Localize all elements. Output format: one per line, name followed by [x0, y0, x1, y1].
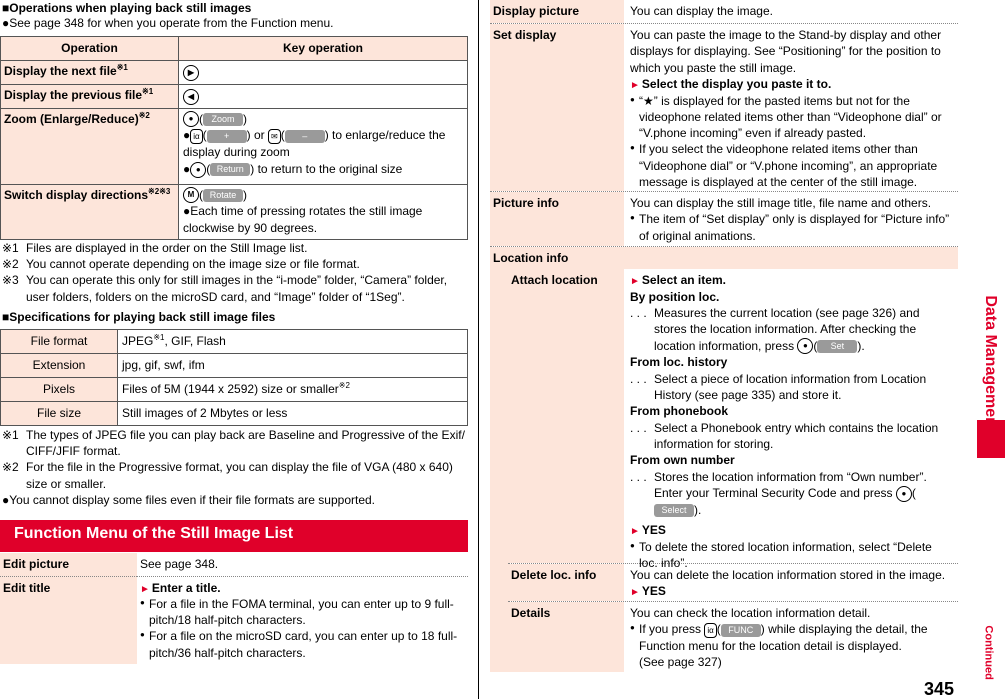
- function-menu-banner: [0, 518, 468, 552]
- section-heading-specs: ■Specifications for playing back still image files: [2, 310, 276, 324]
- op-row-rotate: Switch display directions$^{※2※3}$: [1, 184, 179, 239]
- operations-footnotes: ※1 Files are displayed in the order on the Still Image list. ※2 You cannot operate depending on the image size or file format. ※3 You can operate this only for still images in the “i-mode” folder, “Camera” folder, user folders, folders on the microSD card, and “Image” folder of “1Seg”.: [2, 241, 448, 304]
- plus-softkey: +: [207, 130, 247, 143]
- op-row-prev: Display the previous file$^{※1}$: [1, 84, 179, 108]
- i-alpha-key-icon: iα: [704, 623, 716, 638]
- side-tab-title: Data Management: [981, 295, 999, 433]
- rotate-softkey: Rotate: [203, 189, 243, 202]
- key-col-header: Key operation: [179, 37, 468, 61]
- section-heading-operations: ■Operations when playing back still images: [2, 1, 252, 15]
- zoom-softkey: Zoom: [203, 113, 243, 126]
- center-key-icon: ●: [797, 338, 813, 354]
- spec-footnotes: ※1 The types of JPEG file you can play back are Baseline and Progressive of the Exif/ CIFF/JFIF format. ※2 For the file in the Progressive format, you can display the file of VGA (480 x 640) size or smaller. ●You cannot display some files even if their file formats are supported.: [2, 428, 465, 507]
- continued-label: Continued: [982, 625, 995, 680]
- page-number: 345: [924, 679, 955, 699]
- func-softkey: FUNC: [721, 624, 761, 637]
- return-softkey: Return: [210, 163, 250, 176]
- operations-note: ●See page 348 for when you operate from the Function menu.: [2, 16, 334, 30]
- spec-table: File format JPEG$^{※1}$, GIF, Flash Extension jpg, gif, swf, ifm Pixels Files of 5M (1944 x 2592) size or smaller$^{※2}$ File size Still images of 2 Mbytes or less: [0, 329, 468, 426]
- set-softkey: Set: [817, 340, 857, 353]
- op-col-header: Operation: [1, 37, 179, 61]
- select-softkey: Select: [654, 504, 694, 517]
- nav-right-key-icon: ▶: [183, 65, 199, 81]
- operations-table: Operation Key operation Display the next file$^{※1}$ ▶ Display the previous file$^{※1}$ ◀ Zoom (Enlarge/Reduce)$^{※2}$ ● ( Zoom ) ● iα ( + ) or ✉ ( – ) to enlarge/reduce the display during zoom ● ● ( Return ) to return to the original size Switch display directions$^{※2※3}$ M ( Rotate ) ●Each time of pressing rotates the still image clockwise by 90 degrees.: [0, 36, 468, 240]
- function-menu-table-continued: Display picture You can display the image. Set display You can paste the image to the Stand-by display and other displays for displaying. See “Positioning” for the position to which you paste the still image. ► Select the display you paste it to. ● “★” is displayed for the pasted items but not for the videophone related items other than “Videophone dial” or “V.phone incoming” even if already pasted. ● If you select the videophone related items other than “Videophone dial” or “V.phone incoming”, an appropriate message is displayed at the center of the still image. Picture info You can display the still image title, file name and others. ● The item of “Set display” only is displayed for “Picture info” of original animations. Location info Attach location ► Select an item. By position loc. . . . Measures the current location (see page 326) and stores the location information. After checking the location information, press ● ( Set ). From loc. history . . . Select a piece of location information from Location History (see page 335) and store it. From phonebook . . . Select a Phonebook entry which contains the location information for storing. From own number . . . Stores the location information from “Own number”. Enter your Terminal Security Code and press ● (Select ). ► YES ● To delete the stored location information, select “Delete loc. info”. Delete loc. info You can delete the location information stored in the image. ► YES Details You can check the location information detail. ● If you press iα ( FUNC ) while displaying the detail, the Function menu for the location detail is displayed. (See page 327): [490, 0, 958, 672]
- i-alpha-key-icon: iα: [190, 129, 202, 144]
- column-divider: [478, 0, 479, 699]
- function-menu-table: Edit picture See page 348. Edit title ► Enter a title. ● For a file in the FOMA terminal, you can enter up to 9 full-pitch/18 half-pitch characters. ● For a file on the microSD card, you can enter up to 18 full-pitch/36 half-pitch characters.: [0, 553, 468, 664]
- mail-key-icon: ✉: [268, 129, 281, 144]
- menu-key-icon: M: [183, 187, 199, 203]
- nav-left-key-icon: ◀: [183, 89, 199, 105]
- center-key-icon: ●: [183, 111, 199, 127]
- center-key-icon: ●: [896, 486, 912, 502]
- center-key-icon: ●: [190, 162, 206, 178]
- op-row-zoom: Zoom (Enlarge/Reduce)$^{※2}$: [1, 108, 179, 184]
- minus-softkey: –: [285, 130, 325, 143]
- function-menu-title: Function Menu of the Still Image List: [14, 525, 294, 542]
- op-row-next: Display the next file$^{※1}$: [1, 61, 179, 85]
